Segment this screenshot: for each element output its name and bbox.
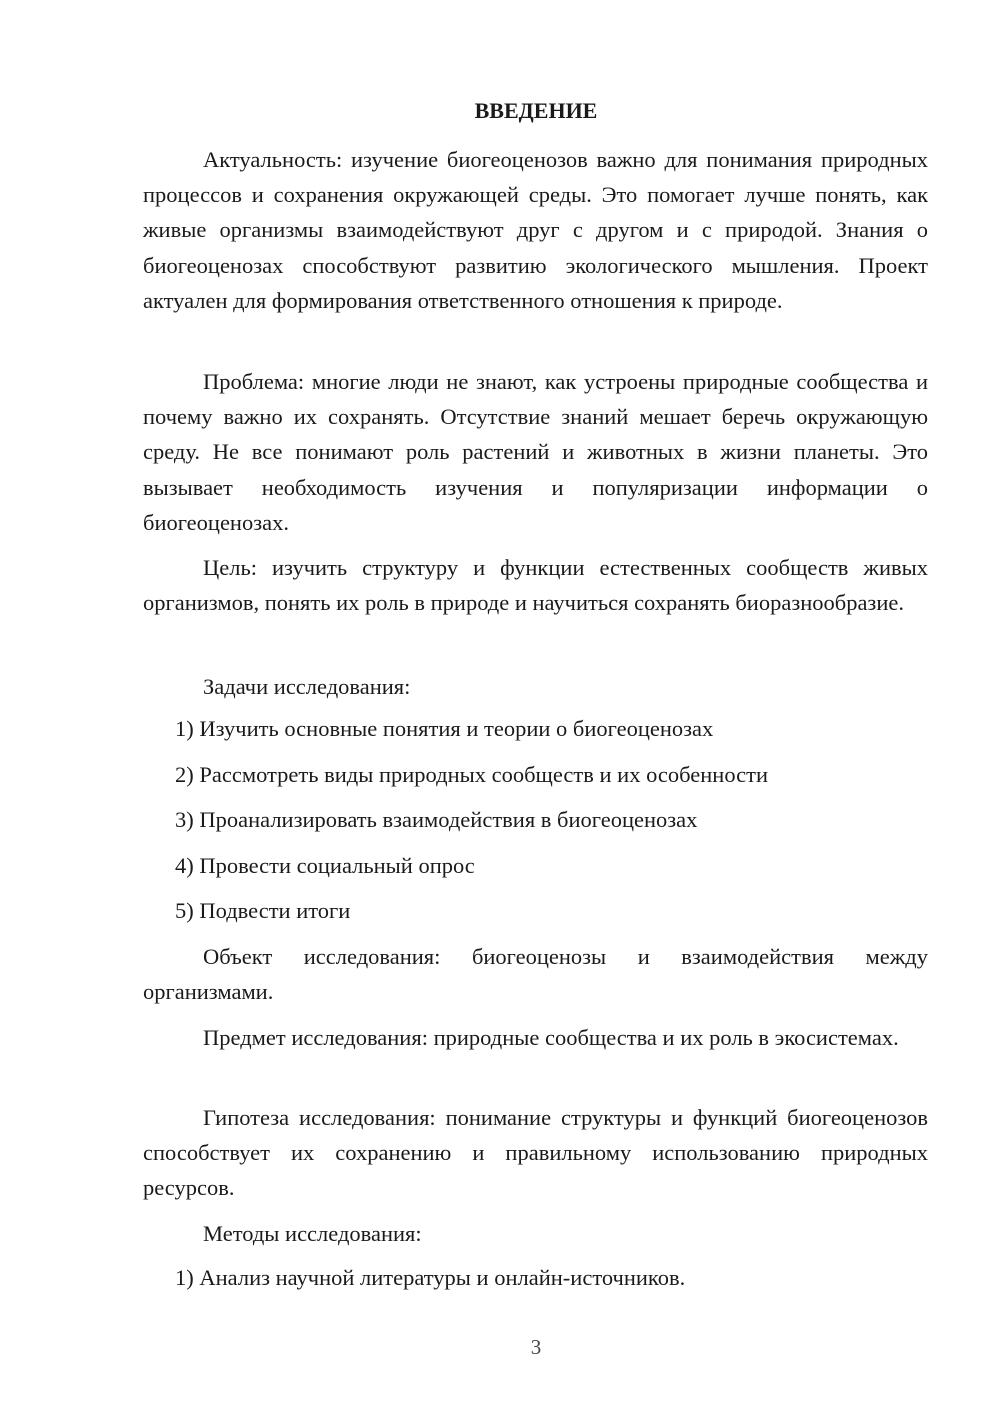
task-item-4: 4) Провести социальный опрос: [175, 853, 475, 878]
hypothesis-paragraph: Гипотеза исследования: понимание структуры и функций биогеоценозов способствует их сохранению и правильному использованию природных ресурсов.: [143, 1105, 928, 1201]
subject-paragraph: Предмет исследования: природные сообщества и их роль в экосистемах.: [203, 1025, 899, 1050]
task-item-5: 5) Подвести итоги: [175, 898, 351, 923]
page-number: 3: [530, 1335, 542, 1359]
goal-paragraph: Цель: изучить структуру и функции естественных сообществ живых организмов, понять их роль в природе и научиться сохранять биоразнообразие.: [143, 555, 928, 616]
page-title: ВВЕДЕНИЕ: [474, 98, 598, 123]
task-item-1: 1) Изучить основные понятия и теории о биогеоценозах: [175, 716, 714, 741]
problem-paragraph: Проблема: многие люди не знают, как устроены природные сообщества и почему важно их сохранять. Отсутствие знаний мешает беречь окружающую среду. Не все понимают роль растений и животных в жизни планеты. Это вызывает необходимость изучения и популяризации информации о биогеоценозах.: [143, 369, 928, 535]
object-paragraph: Объект исследования: биогеоценозы и взаимодействия между организмами.: [143, 944, 928, 1005]
tasks-heading: Задачи исследования:: [203, 674, 411, 699]
task-item-3: 3) Проанализировать взаимодействия в биогеоценозах: [175, 807, 698, 832]
relevance-paragraph: Актуальность: изучение биогеоценозов важно для понимания природных процессов и сохранения окружающей среды. Это помогает лучше понять, как живые организмы взаимодействуют друг с другом и с природой. Знания о биогеоценозах способствуют развитию экологического мышления. Проект актуален для формирования ответственного отношения к природе.: [143, 147, 928, 313]
methods-heading: Методы исследования:: [203, 1221, 422, 1246]
task-item-2: 2) Рассмотреть виды природных сообществ и их особенности: [175, 762, 769, 787]
method-item-1: 1) Анализ научной литературы и онлайн-источников.: [175, 1265, 686, 1290]
